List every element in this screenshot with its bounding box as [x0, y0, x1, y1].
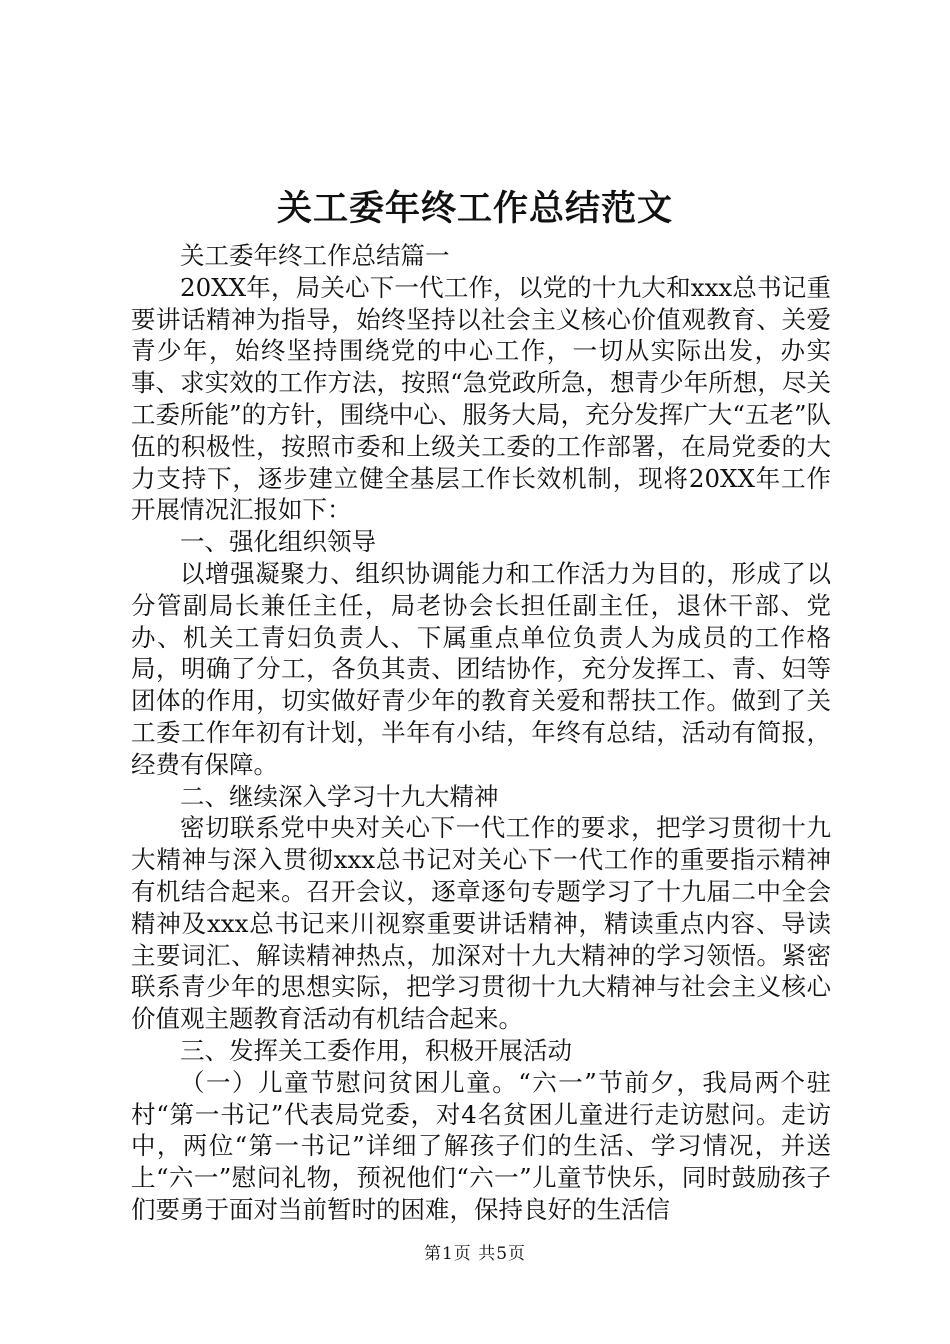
body-paragraph: （一）儿童节慰问贫困儿童。“六一”节前夕，我局两个驻村“第一书记”代表局党委，对4名贫困儿童进行走访慰问。走访中，两位“第一书记”详细了解孩子们的生活、学习情况，并送上“六一”慰问礼物，预祝他们“六一”儿童节快乐，同时鼓励孩子们要勇于面对当前暂时的困难，保持良好的生活信	[131, 1067, 831, 1224]
body-paragraph: 20XX年，局关心下一代工作，以党的十九大和xxx总书记重要讲话精神为指导，始终坚持以社会主义核心价值观教育、关爱青少年，始终坚持围绕党的中心工作，一切从实际出发，办实事、求实效的工作方法，按照“急党政所急，想青少年所想，尽关工委所能”的方针，围绕中心、服务大局，充分发挥广大“五老”队伍的积极性，按照市委和上级关工委的工作部署，在局党委的大力支持下，逐步建立健全基层工作长效机制，现将20XX年工作开展情况汇报如下：	[131, 272, 831, 525]
section-heading: 二、继续深入学习十九大精神	[180, 781, 499, 811]
body-paragraph: 密切联系党中央对关心下一代工作的要求，把学习贯彻十九大精神与深入贯彻xxx总书记对关心下一代工作的重要指示精神有机结合起来。召开会议，逐章逐句专题学习了十九届二中全会精神及xxx总书记来川视察重要讲话精神，精读重点内容、导读主要词汇、解读精神热点，加深对十九大精神的学习领悟。紧密联系青少年的思想实际，把学习贯彻十九大精神与社会主义核心价值观主题教育活动有机结合起来。	[131, 813, 831, 1034]
section-heading: 三、发挥关工委作用，积极开展活动	[180, 1035, 572, 1065]
document-body	[131, 240, 831, 1226]
section-heading: 一、强化组织领导	[180, 527, 376, 557]
section-heading: 关工委年终工作总结篇一	[180, 241, 450, 270]
body-paragraph: 以增强凝聚力、组织协调能力和工作活力为目的，形成了以分管副局长兼任主任，局老协会长担任副主任，退休干部、党办、机关工青妇负责人、下属重点单位负责人为成员的工作格局，明确了分工，各负其责、团结协作，充分发挥工、青、妇等团体的作用，切实做好青少年的教育关爱和帮扶工作。做到了关工委工作年初有计划，半年有小结，年终有总结，活动有简报，经费有保障。	[131, 558, 831, 779]
document-title: 关工委年终工作总结范文	[276, 188, 673, 229]
page-number-footer: 第1页 共5页	[423, 1244, 527, 1264]
